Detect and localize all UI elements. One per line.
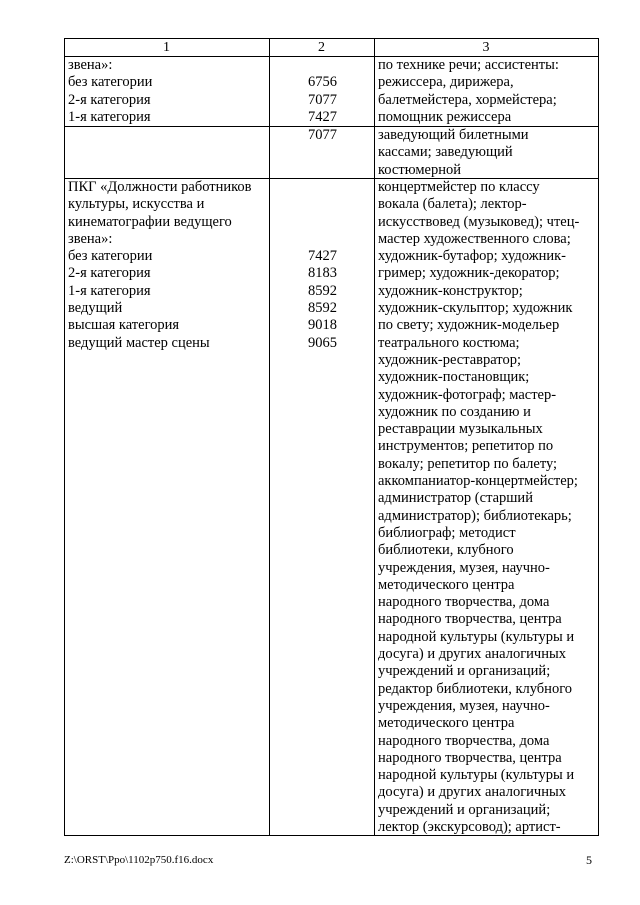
cell-line: кинематографии ведущего: [68, 213, 232, 230]
cell-line: костюмерной: [378, 161, 461, 178]
cell-line: учреждений и организаций;: [378, 663, 551, 680]
cell-line: без категории: [68, 74, 153, 91]
cell-line: [308, 57, 368, 74]
cell-line: аккомпаниатор-концертмейстер;: [378, 473, 578, 490]
cell-line: ведущий: [68, 300, 123, 317]
cell-line: без категории: [68, 248, 153, 265]
cell-line: помощник режиссера: [378, 108, 512, 125]
cell-line: балетмейстера, хормейстера;: [378, 91, 557, 108]
cell-line: [308, 231, 368, 248]
cell-line: 9065: [308, 334, 337, 351]
cell-line: ведущий мастер сцены: [68, 334, 210, 351]
cell-line: учреждения, музея, научно-: [378, 697, 550, 714]
cell-line: художник-реставратор;: [378, 351, 521, 368]
cell-line: реставрации музыкальных: [378, 421, 543, 438]
cell-line: кассами; заведующий: [378, 144, 513, 161]
cell-line: по технике речи; ассистенты:: [378, 57, 559, 73]
cell-line: гример; художник-декоратор;: [378, 265, 560, 282]
row2-col3: [378, 127, 596, 179]
row1-col1: [68, 57, 266, 126]
cell-line: народного творчества, дома: [378, 594, 550, 611]
cell-line: режиссера, дирижера,: [378, 74, 514, 91]
cell-line: [308, 196, 368, 213]
cell-line: художник-постановщик;: [378, 369, 530, 386]
row3-col3: [378, 179, 596, 836]
column-header-3: 3: [482, 40, 490, 55]
cell-line: высшая категория: [68, 317, 180, 334]
cell-line: [308, 179, 368, 196]
cell-line: художник-фотограф; мастер-: [378, 386, 557, 403]
cell-line: народной культуры (культуры и: [378, 628, 575, 645]
row3-col2: [308, 179, 368, 352]
footer-page-number: 5: [586, 853, 592, 867]
cell-line: досуга) и других аналогичных: [378, 646, 566, 663]
cell-line: 7427: [308, 108, 337, 125]
row2-col2: [308, 127, 368, 144]
cell-line: народной культуры (культуры и: [378, 767, 575, 784]
cell-line: учреждения, музея, научно-: [378, 559, 550, 576]
cell-line: 1-я категория: [68, 108, 151, 125]
cell-line: 7077: [308, 91, 337, 108]
cell-line: методического центра: [378, 715, 515, 732]
cell-line: редактор библиотеки, клубного: [378, 680, 573, 697]
cell-line: 8592: [308, 282, 337, 299]
cell-line: администратор (старший: [378, 490, 533, 507]
cell-line: искусствовед (музыковед); чтец-: [378, 213, 580, 230]
cell-line: художник-конструктор;: [378, 282, 523, 299]
cell-line: 2-я категория: [68, 265, 151, 282]
cell-line: звена»:: [68, 230, 113, 247]
cell-line: по свету; художник-модельер: [378, 317, 560, 334]
column-divider-1: [269, 38, 270, 836]
cell-line: заведующий билетными: [378, 127, 529, 143]
column-divider-2: [374, 38, 375, 836]
cell-line: звена»:: [68, 57, 113, 73]
row1-col3: [378, 57, 596, 126]
cell-line: учреждений и организаций;: [378, 801, 551, 818]
cell-line: народного творчества, дома: [378, 732, 550, 749]
cell-line: концертмейстер по классу: [378, 179, 540, 195]
cell-line: инструментов; репетитор по: [378, 438, 554, 455]
cell-line: театрального костюма;: [378, 334, 520, 351]
cell-line: народного творчества, центра: [378, 611, 562, 628]
cell-line: мастер художественного слова;: [378, 230, 571, 247]
table-border-right: [598, 38, 599, 836]
cell-line: 7427: [308, 248, 337, 265]
cell-line: культуры, искусства и: [68, 196, 205, 213]
cell-line: художник по созданию и: [378, 403, 531, 420]
cell-line: администратор); библиотекарь;: [378, 507, 572, 524]
cell-line: вокалу; репетитор по балету;: [378, 455, 558, 472]
cell-line: 2-я категория: [68, 91, 151, 108]
cell-line: народного творчества, центра: [378, 749, 562, 766]
column-header-1: 1: [163, 40, 170, 55]
footer-file-path: Z:\ORST\Ppo\1102p750.f16.docx: [64, 854, 214, 866]
cell-line: лектор (экскурсовод); артист-: [378, 818, 561, 835]
row1-col2: [308, 57, 368, 126]
cell-line: 8183: [308, 265, 337, 282]
cell-line: библиограф; методист: [378, 524, 516, 541]
cell-line: методического центра: [378, 576, 515, 593]
document-table: [64, 38, 599, 836]
cell-line: 7077: [308, 127, 337, 143]
cell-line: 6756: [308, 74, 337, 91]
cell-line: ПКГ «Должности работников: [68, 179, 252, 195]
row3-col1: [68, 179, 266, 352]
cell-line: художник-скульптор; художник: [378, 300, 573, 317]
cell-line: библиотеки, клубного: [378, 542, 514, 559]
cell-line: вокала (балета); лектор-: [378, 196, 527, 213]
cell-line: 1-я категория: [68, 282, 151, 299]
cell-line: [308, 214, 368, 231]
cell-line: досуга) и других аналогичных: [378, 784, 566, 801]
column-header-2: 2: [318, 40, 325, 55]
table-border-left: [64, 38, 65, 836]
cell-line: 9018: [308, 317, 337, 334]
cell-line: 8592: [308, 300, 337, 317]
cell-line: художник-бутафор; художник-: [378, 248, 566, 265]
